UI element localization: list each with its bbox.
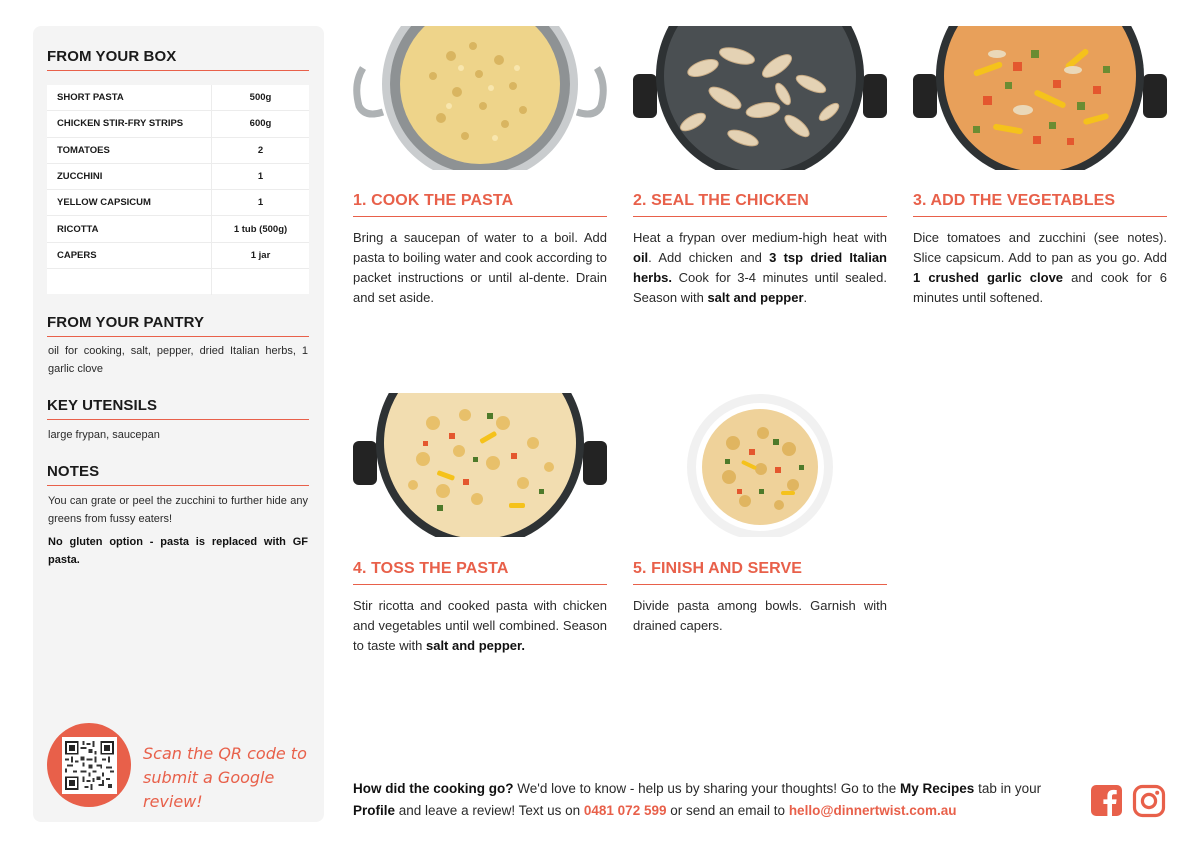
facebook-link[interactable] (1090, 784, 1124, 818)
step-text-run: and cook for 6 minutes until softened. (913, 270, 1167, 305)
step-2-image (633, 26, 887, 170)
ingredient-qty: 500g (249, 92, 272, 104)
step-2-text (633, 228, 887, 308)
table-row (47, 243, 309, 269)
table-row (47, 216, 309, 242)
step-text-run: Divide pasta among bowls. Garnish with drained capers. (633, 598, 887, 633)
instagram-icon (1132, 784, 1166, 818)
footer-lead: How did the cooking go? (353, 781, 514, 796)
facebook-icon (1090, 784, 1124, 818)
note-gluten: No gluten option - pasta is replaced with GF pasta. (48, 536, 308, 566)
step-5-image (633, 393, 887, 537)
footer-text-3: and leave a review! Text us on (395, 803, 584, 818)
step-1-image (353, 26, 607, 170)
step-1-text (353, 228, 607, 308)
ingredient-name-empty (47, 269, 212, 295)
notes-heading: NOTES (47, 463, 309, 486)
table-row (47, 190, 309, 216)
ingredient-name: CAPERS (47, 243, 212, 268)
step-3-title: 3. ADD THE VEGETABLES (913, 192, 1167, 217)
ingredient-qty: 2 (257, 144, 264, 156)
qr-caption: Scan the QR code to submit a Google review! (143, 744, 307, 811)
ingredient-qty: 600g (249, 118, 272, 130)
key-utensils-heading: KEY UTENSILS (47, 397, 309, 420)
ingredient-name: YELLOW CAPSICUM (47, 190, 212, 215)
pantry-text: oil for cooking, salt, pepper, dried Italian herbs, 1 garlic clove (48, 345, 308, 375)
table-row-empty (47, 269, 309, 295)
step-text-bold: 1 crushed garlic clove (913, 270, 1064, 285)
note-zucchini: You can grate or peel the zucchini to further hide any greens from fussy eaters! (48, 495, 308, 525)
sidebar (33, 26, 324, 822)
step-text-run: Heat a frypan over medium-high heat with (633, 230, 887, 245)
footer-text-1: We'd love to know - help us by sharing your thoughts! Go to the (513, 781, 901, 796)
ingredient-name: TOMATOES (47, 138, 212, 163)
step-text-run: Bring a saucepan of water to a boil. Add pasta to boiling water and cook according to packet instructions or until al-dente. Drain and set aside. (353, 230, 607, 305)
from-your-box-heading: FROM YOUR BOX (47, 48, 309, 71)
step-3-text (913, 228, 1167, 308)
step-text-run: . (803, 290, 808, 305)
qr-code-icon (65, 740, 114, 791)
step-text-bold: salt and pepper. (425, 638, 525, 653)
step-text-run: Stir ricotta and cooked pasta with chicken and vegetables until well combined. Season to taste with (353, 598, 607, 653)
review-footer (353, 778, 1073, 822)
step-text-run: Dice tomatoes and zucchini (see notes). Slice capsicum. Add to pan as you go. Add (913, 230, 1167, 265)
step-text-run: Cook for 3-4 minutes until sealed. Season with (633, 270, 887, 305)
table-row (47, 138, 309, 164)
ingredient-qty: 1 (257, 171, 264, 183)
email-link[interactable]: hello@dinnertwist.com.au (788, 803, 957, 818)
ingredient-qty: 1 tub (500g) (233, 223, 288, 235)
qr-code-badge[interactable] (47, 723, 131, 807)
step-4-image (353, 393, 607, 537)
ingredients-table (47, 85, 309, 294)
utensils-text: large frypan, saucepan (48, 429, 160, 441)
step-text-bold: oil (633, 250, 649, 265)
step-text-bold: salt and pepper (707, 290, 804, 305)
phone-link[interactable]: 0481 072 599 (583, 803, 667, 818)
ingredient-name: RICOTTA (47, 216, 212, 241)
instagram-link[interactable] (1132, 784, 1166, 818)
profile-link[interactable]: Profile (353, 803, 396, 818)
footer-text-2: tab in your (974, 781, 1042, 796)
table-row (47, 85, 309, 111)
step-2-title: 2. SEAL THE CHICKEN (633, 192, 887, 217)
footer-text-4: or send an email to (666, 803, 789, 818)
ingredient-name: ZUCCHINI (47, 164, 212, 189)
from-your-pantry-heading: FROM YOUR PANTRY (47, 314, 309, 337)
step-3-image (913, 26, 1167, 170)
qr-code[interactable] (62, 737, 117, 794)
table-row (47, 111, 309, 137)
ingredient-qty: 1 jar (250, 249, 271, 261)
my-recipes-tab-link[interactable]: My Recipes (900, 781, 975, 796)
step-5-text (633, 596, 887, 636)
step-5-title: 5. FINISH AND SERVE (633, 560, 887, 585)
step-text-bold: 3 tsp dried Italian herbs. (633, 250, 887, 285)
table-row (47, 164, 309, 190)
step-4-text (353, 596, 607, 656)
step-1-title: 1. COOK THE PASTA (353, 192, 607, 217)
step-4-title: 4. TOSS THE PASTA (353, 560, 607, 585)
ingredient-qty: 1 (257, 197, 264, 209)
step-text-run: . Add chicken and (648, 250, 770, 265)
ingredient-name: SHORT PASTA (47, 85, 212, 110)
ingredient-name: CHICKEN STIR-FRY STRIPS (47, 111, 212, 136)
